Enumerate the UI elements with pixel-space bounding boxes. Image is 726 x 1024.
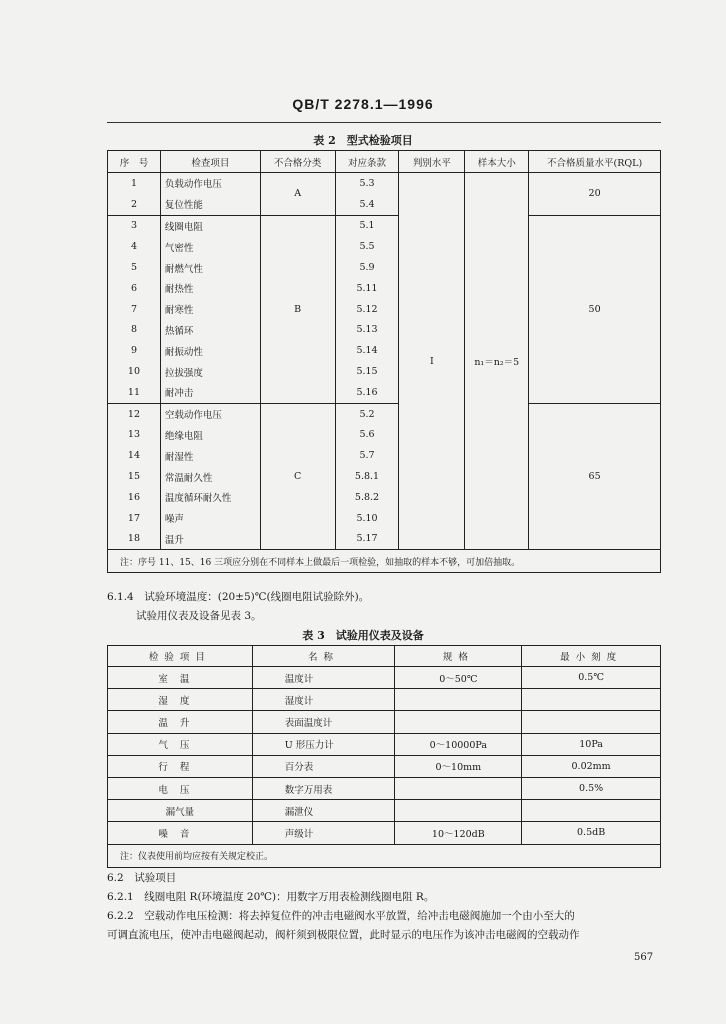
table-row — [108, 711, 661, 733]
row-clause: 5.10 — [335, 508, 399, 529]
row-number: 12 — [108, 403, 161, 424]
table-row — [108, 777, 661, 799]
table-row — [108, 215, 661, 236]
row-number: 1 — [108, 173, 161, 194]
header-rule — [107, 122, 661, 123]
table-header-row — [108, 151, 661, 173]
row-clause: 5.8.2 — [335, 487, 399, 508]
inspection-item: 温升 — [108, 711, 253, 733]
row-item: 耐振动性 — [160, 340, 260, 361]
instrument-name: 数字万用表 — [252, 777, 395, 799]
inspection-item: 电压 — [108, 777, 253, 799]
row-item: 常温耐久性 — [160, 466, 260, 487]
row-clause: 5.1 — [335, 215, 399, 236]
row-number: 10 — [108, 361, 161, 382]
instrument-spec: 0～50℃ — [395, 667, 522, 689]
row-item: 绝缘电阻 — [160, 425, 260, 446]
table-note-row — [108, 844, 661, 867]
table3-note: 注：仪表使用前均应按有关规定校正。 — [108, 844, 661, 867]
row-clause: 5.9 — [335, 257, 399, 278]
header-cell: 序 号 — [108, 151, 161, 173]
instrument-spec — [395, 689, 522, 711]
instrument-min-scale: 0.5dB — [522, 822, 661, 844]
row-item: 气密性 — [160, 236, 260, 257]
inspection-item: 行程 — [108, 755, 253, 777]
instrument-min-scale — [522, 800, 661, 822]
header-cell: 样本大小 — [465, 151, 529, 173]
row-item: 耐湿性 — [160, 445, 260, 466]
row-item: 温度循环耐久性 — [160, 487, 260, 508]
table-row — [108, 733, 661, 755]
instrument-min-scale: 10Pa — [522, 733, 661, 755]
instrument-spec — [395, 711, 522, 733]
row-item: 线圈电阻 — [160, 215, 260, 236]
header-cell: 检查项目 — [160, 151, 260, 173]
inspection-item: 噪音 — [108, 822, 253, 844]
table3-caption: 表 3 试验用仪表及设备 — [302, 629, 424, 642]
header-cell: 对应条款 — [335, 151, 399, 173]
row-clause: 5.13 — [335, 320, 399, 341]
class-cell: C — [260, 403, 335, 550]
rql-cell: 20 — [529, 173, 661, 216]
table2-type-inspection-items — [107, 150, 661, 573]
table-header-row — [108, 646, 661, 667]
row-number: 9 — [108, 340, 161, 361]
row-item: 耐冲击 — [160, 382, 260, 403]
table2-note: 注：序号 11、15、16 三项应分别在不同样本上做最后一项检验，如抽取的样本不够，可加倍抽取。 — [108, 550, 661, 573]
instrument-min-scale: 0.5% — [522, 777, 661, 799]
instrument-spec: 0～10mm — [395, 755, 522, 777]
instrument-name: 漏泄仪 — [252, 800, 395, 822]
table-row — [108, 403, 661, 424]
row-number: 17 — [108, 508, 161, 529]
instrument-name: 百分表 — [252, 755, 395, 777]
instrument-min-scale: 0.02mm — [522, 755, 661, 777]
row-number: 7 — [108, 299, 161, 320]
row-number: 8 — [108, 320, 161, 341]
row-number: 11 — [108, 382, 161, 403]
row-item: 拉拔强度 — [160, 361, 260, 382]
instrument-spec — [395, 800, 522, 822]
row-number: 18 — [108, 529, 161, 550]
rql-cell: 50 — [529, 215, 661, 403]
instrument-name: U 形压力计 — [252, 733, 395, 755]
header-cell: 判别水平 — [399, 151, 465, 173]
row-clause: 5.5 — [335, 236, 399, 257]
header-cell: 不合格分类 — [260, 151, 335, 173]
row-number: 4 — [108, 236, 161, 257]
instrument-name: 表面温度计 — [252, 711, 395, 733]
header-cell: 规格 — [395, 646, 522, 667]
page-number: 567 — [634, 952, 654, 963]
row-item: 温升 — [160, 529, 260, 550]
row-clause: 5.15 — [335, 361, 399, 382]
section-6-1-4-continued: 试验用仪表及设备见表 3。 — [136, 610, 262, 622]
section-6-1-4: 6.1.4 试验环境温度：(20±5)℃(线圈电阻试验除外)。 — [107, 591, 370, 603]
row-item: 耐热性 — [160, 278, 260, 299]
row-item: 空载动作电压 — [160, 403, 260, 424]
instrument-spec: 0～10000Pa — [395, 733, 522, 755]
row-number: 2 — [108, 194, 161, 215]
header-cell: 最小刻度 — [522, 646, 661, 667]
table-row — [108, 667, 661, 689]
header-cell: 检验项目 — [108, 646, 253, 667]
row-item: 负载动作电压 — [160, 173, 260, 194]
row-clause: 5.6 — [335, 425, 399, 446]
row-item: 耐寒性 — [160, 299, 260, 320]
row-number: 16 — [108, 487, 161, 508]
row-number: 13 — [108, 425, 161, 446]
row-item: 复位性能 — [160, 194, 260, 215]
table3-test-instruments — [107, 645, 661, 868]
row-clause: 5.17 — [335, 529, 399, 550]
instrument-min-scale — [522, 711, 661, 733]
row-number: 14 — [108, 445, 161, 466]
row-clause: 5.12 — [335, 299, 399, 320]
header-cell: 不合格质量水平(RQL) — [529, 151, 661, 173]
table-note-row — [108, 550, 661, 573]
row-clause: 5.14 — [335, 340, 399, 361]
class-cell: A — [260, 173, 335, 216]
row-number: 3 — [108, 215, 161, 236]
instrument-name: 声级计 — [252, 822, 395, 844]
inspection-item: 湿度 — [108, 689, 253, 711]
instrument-min-scale — [522, 689, 661, 711]
table-row — [108, 800, 661, 822]
row-number: 5 — [108, 257, 161, 278]
row-item: 热循环 — [160, 320, 260, 341]
instrument-name: 温度计 — [252, 667, 395, 689]
standard-header: QB/T 2278.1—1996 — [292, 96, 434, 112]
table-row — [108, 755, 661, 777]
table-row — [108, 822, 661, 844]
instrument-spec: 10～120dB — [395, 822, 522, 844]
inspection-item: 室温 — [108, 667, 253, 689]
row-clause: 5.4 — [335, 194, 399, 215]
section-6-2-2-continued: 可调直流电压，使冲击电磁阀起动，阀杆须到极限位置，此时显示的电压作为该冲击电磁阀的空载动作 — [107, 929, 580, 941]
sample-size-cell: n₁＝n₂＝5 — [465, 173, 529, 550]
table-row — [108, 173, 661, 194]
row-number: 6 — [108, 278, 161, 299]
row-clause: 5.8.1 — [335, 466, 399, 487]
discrimination-level-cell: Ⅰ — [399, 173, 465, 550]
table2-caption: 表 2 型式检验项目 — [313, 134, 413, 147]
section-6-2: 6.2 试验项目 — [107, 872, 177, 884]
row-number: 15 — [108, 466, 161, 487]
row-clause: 5.16 — [335, 382, 399, 403]
rql-cell: 65 — [529, 403, 661, 550]
section-6-2-1: 6.2.1 线圈电阻 R(环境温度 20℃)：用数字万用表检测线圈电阻 R。 — [107, 891, 435, 903]
class-cell: B — [260, 215, 335, 403]
table-row — [108, 689, 661, 711]
row-item: 噪声 — [160, 508, 260, 529]
instrument-spec — [395, 777, 522, 799]
header-cell: 名称 — [252, 646, 395, 667]
row-clause: 5.3 — [335, 173, 399, 194]
row-clause: 5.11 — [335, 278, 399, 299]
instrument-name: 湿度计 — [252, 689, 395, 711]
instrument-min-scale: 0.5℃ — [522, 667, 661, 689]
row-item: 耐燃气性 — [160, 257, 260, 278]
inspection-item: 气压 — [108, 733, 253, 755]
row-clause: 5.2 — [335, 403, 399, 424]
section-6-2-2: 6.2.2 空载动作电压检测：将去掉复位件的冲击电磁阀水平放置，给冲击电磁阀施加一个由小至大的 — [107, 910, 575, 922]
row-clause: 5.7 — [335, 445, 399, 466]
inspection-item: 漏气量 — [108, 800, 253, 822]
